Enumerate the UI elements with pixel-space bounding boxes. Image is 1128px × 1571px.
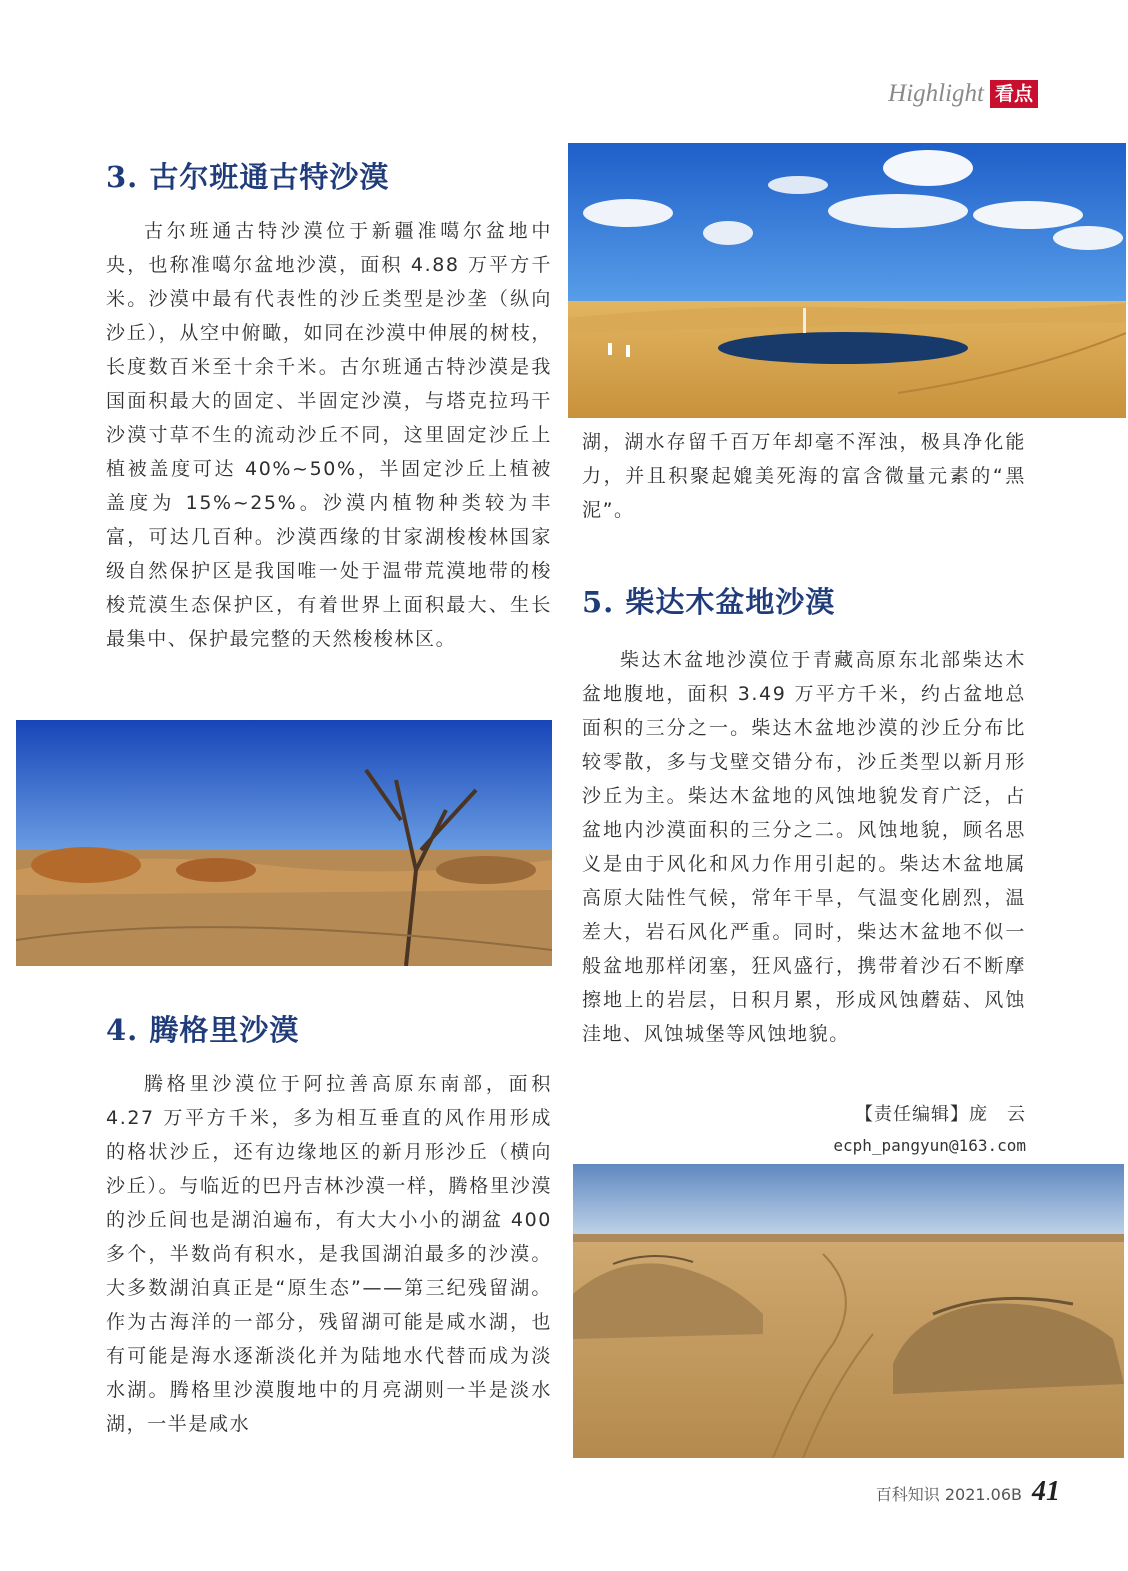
photo-desert-lake: [568, 143, 1126, 418]
section-5: [582, 580, 1026, 1051]
header-chinese-badge: 看点: [990, 80, 1038, 108]
section-3-heading: 3. 古尔班通古特沙漠: [106, 160, 390, 194]
photo-saxaul-forest: [16, 720, 552, 966]
photo-yardang-landform: [573, 1164, 1124, 1458]
section-4: [106, 1008, 552, 1441]
section-4-body: 腾格里沙漠位于阿拉善高原东南部，面积 4.27 万平方千米，多为相互垂直的风作用形成的格状沙丘，还有边缘地区的新月形沙丘（横向沙丘）。与临近的巴丹吉林沙漠一样，腾格里沙漠的沙丘间也是湖泊遍布，有大大小小的湖盆 400 多个，半数尚有积水，是我国湖泊最多的沙漠。大多数湖泊真正是“原生态”——第三纪残留湖。作为古海洋的一部分，残留湖可能是咸水湖，也有可能是海水逐渐淡化并为陆地水代替而成为淡水湖。腾格里沙漠腹地中的月亮湖则一半是淡水湖，一半是咸水: [106, 1073, 552, 1435]
section-5-heading: 5. 柴达木盆地沙漠: [582, 585, 836, 619]
section-3-body: 古尔班通古特沙漠位于新疆准噶尔盆地中央，也称准噶尔盆地沙漠，面积 4.88 万平方千米。沙漠中最有代表性的沙丘类型是沙垄（纵向沙丘），从空中俯瞰，如同在沙漠中伸展的树枝，长度数百米至十余千米。古尔班通古特沙漠是我国面积最大的固定、半固定沙漠，与塔克拉玛干沙漠寸草不生的流动沙丘不同，这里固定沙丘上植被盖度可达 40%~50%，半固定沙丘上植被盖度为 15%~25%。沙漠内植物种类较为丰富，可达几百种。沙漠西缘的甘家湖梭梭林国家级自然保护区是我国唯一处于温带荒漠地带的梭梭荒漠生态保护区，有着世界上面积最大、生长最集中、保护最完整的天然梭梭林区。: [106, 220, 552, 650]
magazine-issue: 百科知识 2021.06B: [875, 1485, 1022, 1504]
header-english: Highlight: [888, 80, 984, 107]
editor-credit: 【责任编辑】庞 云: [855, 1104, 1026, 1125]
section-header-tag: [888, 80, 1038, 108]
section-4-heading: 4. 腾格里沙漠: [106, 1013, 300, 1047]
section-4-continuation-text: 湖，湖水存留千百万年却毫不浑浊，极具净化能力，并且积聚起媲美死海的富含微量元素的“黑泥”。: [582, 431, 1026, 521]
section-5-body: 柴达木盆地沙漠位于青藏高原东北部柴达木盆地腹地，面积 3.49 万平方千米，约占盆地总面积的三分之一。柴达木盆地沙漠的沙丘分布比较零散，多与戈壁交错分布，沙丘类型以新月形沙丘为主。柴达木盆地的风蚀地貌发育广泛，占盆地内沙漠面积的三分之二。风蚀地貌，顾名思义是由于风化和风力作用引起的。柴达木盆地属高原大陆性气候，常年干旱，气温变化剧烈，温差大，岩石风化严重。同时，柴达木盆地不似一般盆地那样闭塞，狂风盛行，携带着沙石不断摩擦地上的岩层，日积月累，形成风蚀蘑菇、风蚀洼地、风蚀城堡等风蚀地貌。: [582, 649, 1026, 1045]
section-3: [106, 155, 552, 656]
page-number: 41: [1032, 1476, 1060, 1507]
editor-email: ecph_pangyun@163.com: [833, 1136, 1026, 1155]
section-4-continuation: [582, 425, 1026, 527]
page-footer: [876, 1476, 1060, 1508]
